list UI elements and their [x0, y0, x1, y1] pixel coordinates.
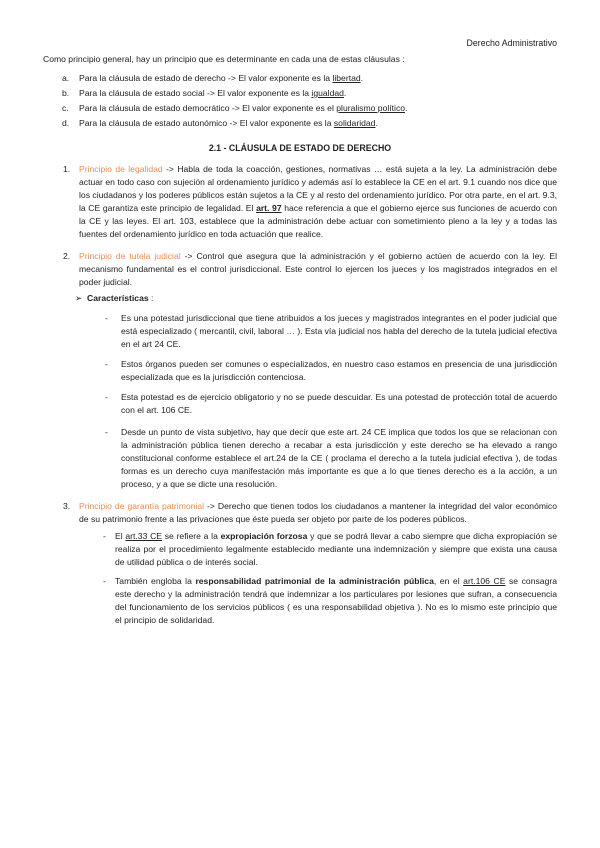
- principle-garantia: 3. Principio de garantía patrimonial -> Derecho que tienen todos los ciudadanos a mantener la integridad del valor económico de su patrimonio frente a las privaciones que éste pueda ser objeto por parte de los poderes públicos.: [63, 501, 557, 524]
- list-item: - Esta potestad es de ejercicio obligatorio y no se puede descuidar. Es una potestad de protección total de acuerdo con el art. 106 CE.: [105, 392, 557, 415]
- list-item: c. Para la cláusula de estado democrático -> El valor exponente es el pluralismo político.: [62, 103, 408, 113]
- list-item: d. Para la cláusula de estado autonómico -> El valor exponente es la solidaridad.: [62, 118, 378, 128]
- list-item: - Desde un punto de vista subjetivo, hay que decir que este art. 24 CE implica que todos los que se relacionan con la administración pública tienen derecho a recabar a esta jurisdicción y este derecho se ha elevado a rango constitucional conforme establece el art.24 de la CE ( proclama el derecho a la tutela judicial efectiva ), de todas formas es un derecho cuya manifestación más importante es que a lo que tienes derecho es a la acción, a un proceso, y a que se dicte una resolución.: [105, 427, 557, 489]
- list-item: - Estos órganos pueden ser comunes o especializados, en nuestro caso estamos en presencia de una jurisdicción especializada que es la jurisdicción contenciosa.: [105, 359, 557, 382]
- principle-legalidad: 1. Principio de legalidad -> Habla de toda la coacción, gestiones, normativas … está sujeta a la ley. La administración debe actuar en todo caso con sujeción al ordenamiento jurídico y además así lo establece la CE en el art. 9.1 cuando nos dice que los ciudadanos y los poderes públicos están sujetos a la CE y al resto del ordenamiento jurídico. Por otra parte, en el art. 9.3, la CE garantiza este principio de legalidad. El art. 97 hace referencia a que el gobierno ejerce sus funciones de acuerdo con la CE y las leyes. El art. 103, establece que la administración debe actuar con sometimiento pleno a la ley y a todas las fuentes del ordenamiento jurídico en toda actuación que realice.: [63, 164, 558, 239]
- clause-value: igualdad: [311, 88, 344, 98]
- list-item: b. Para la cláusula de estado social -> El valor exponente es la igualdad.: [62, 88, 347, 98]
- document-body: [43, 53, 557, 627]
- section-title: 2.1 - CLÁUSULA DE ESTADO DE DERECHO: [208, 143, 392, 153]
- intro-text: Como principio general, hay un principio que es determinante en cada una de estas cláusulas :: [43, 54, 405, 64]
- clause-value: pluralismo político: [336, 103, 406, 113]
- principle-title: Principio de garantía patrimonial: [79, 501, 205, 511]
- clause-value: solidaridad: [333, 118, 376, 128]
- clause-value: libertad: [332, 73, 361, 83]
- clauses-list: [43, 72, 557, 132]
- list-item: a. Para la cláusula de estado de derecho -> El valor exponente es la libertad.: [62, 73, 364, 83]
- article-ref: art. 97: [256, 203, 282, 213]
- article-ref: art.33 CE: [125, 531, 163, 541]
- principle-title: Principio de legalidad: [79, 164, 163, 174]
- characteristics-heading: ➢ Características :: [75, 293, 154, 303]
- principle-tutela: 2. Principio de tutela judicial -> Control que asegura que la administración y el gobierno actúen de acuerdo con la ley. El mecanismo fundamental es el control jurisdiccional. Este control lo ejercen los jueces y los magistrados integrados en el poder judicial.: [63, 251, 557, 287]
- principle-title: Principio de tutela judicial: [79, 251, 181, 261]
- list-item: - Es una potestad jurisdiccional que tiene atribuidos a los jueces y magistrados integrantes en el poder judicial que está especializado ( mercantil, civil, laboral … ). Esta vía judicial nos habla del derecho de la tutela judicial efectiva en el art 24 CE.: [105, 313, 557, 349]
- article-ref: art.106 CE: [463, 576, 506, 586]
- page-header: Derecho Administrativo: [466, 38, 557, 48]
- list-item: - También engloba la responsabilidad patrimonial de la administración pública, en el art.106 CE se consagra este derecho y la administración tendrá que indemnizar a los particulares por lesiones que sufran, a consecuencia del funcionamiento de los servicios públicos ( es una responsabilidad objetiva ). No es lo mismo este principio que el principio de solidaridad.: [103, 576, 557, 625]
- list-item: - El art.33 CE se refiere a la expropiación forzosa y que se podrá llevar a cabo siempre que dicha expropiación se realiza por el procedimiento legalmente establecido mediante una indemnización y siempre que exista una causa de utilidad pública o de interés social.: [103, 531, 557, 567]
